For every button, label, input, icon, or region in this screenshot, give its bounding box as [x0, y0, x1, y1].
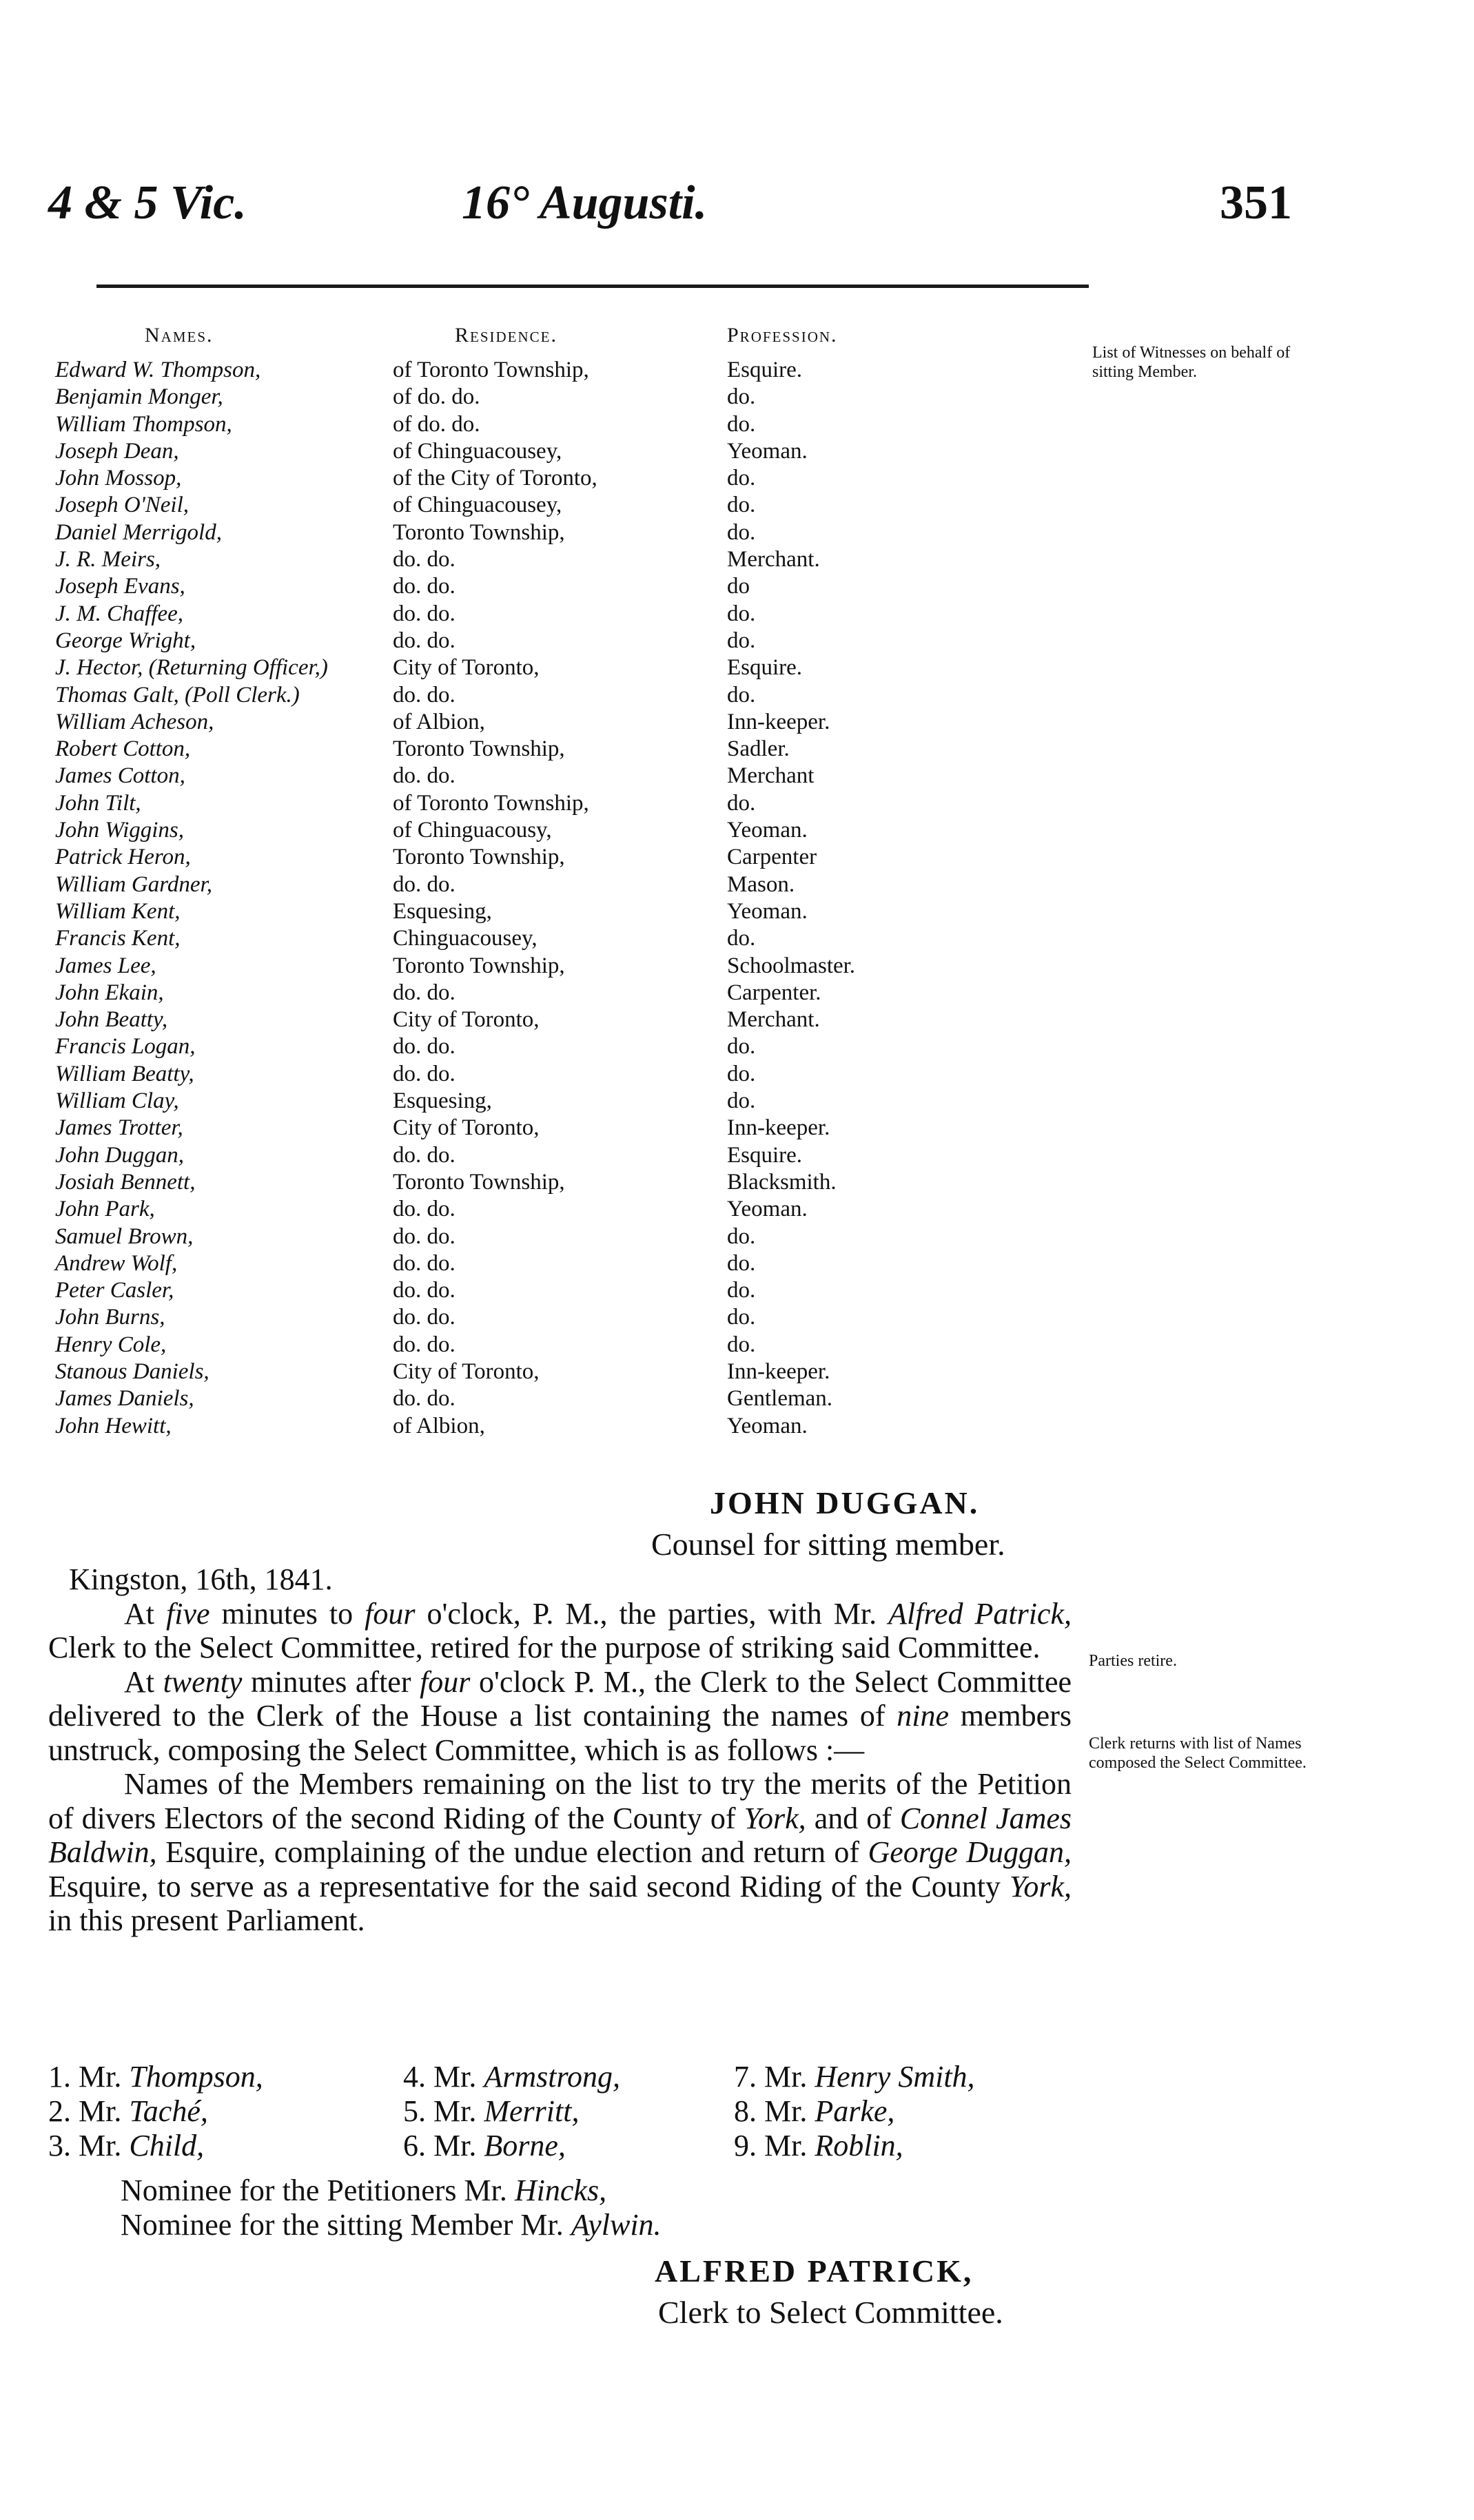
- member-name: Taché,: [129, 2094, 208, 2128]
- witness-name: George Wright,: [55, 628, 196, 653]
- nominee-petitioners-name: Hincks,: [514, 2173, 607, 2207]
- witness-row: [55, 573, 951, 600]
- column-header-residence: Residence.: [455, 324, 558, 347]
- member-name: Roblin,: [815, 2129, 903, 2162]
- witness-residence: City of Toronto,: [393, 655, 540, 681]
- witness-residence: of Chinguacousey,: [393, 438, 562, 464]
- witness-residence: Toronto Township,: [393, 1169, 565, 1195]
- witness-row: [55, 357, 951, 384]
- witness-residence: Toronto Township,: [393, 953, 565, 978]
- witness-name: William Gardner,: [55, 871, 212, 897]
- witness-profession: do.: [727, 1305, 756, 1330]
- witness-residence: Esquesing,: [393, 1088, 492, 1114]
- committee-member: [403, 2060, 620, 2094]
- witness-residence: do. do.: [393, 763, 455, 789]
- witness-name: James Daniels,: [55, 1386, 194, 1412]
- witness-profession: do: [727, 574, 750, 599]
- witness-residence: do. do.: [393, 871, 455, 897]
- witness-name: James Lee,: [55, 953, 156, 978]
- witness-row: [55, 1359, 951, 1385]
- witness-row: [55, 817, 951, 844]
- page-number: 351: [1220, 176, 1292, 229]
- witness-name: John Ekain,: [55, 980, 164, 1005]
- member-number: 9. Mr.: [734, 2129, 808, 2162]
- member-name: Borne,: [484, 2129, 566, 2162]
- witness-residence: Esquesing,: [393, 898, 492, 924]
- witness-name: John Wiggins,: [55, 818, 184, 843]
- witness-name: Patrick Heron,: [55, 845, 191, 870]
- witness-residence: City of Toronto,: [393, 1007, 540, 1033]
- witness-name: John Tilt,: [55, 790, 141, 816]
- witness-name: Francis Kent,: [55, 926, 181, 951]
- witness-row: [55, 492, 951, 519]
- witness-name: Daniel Merrigold,: [55, 519, 222, 545]
- witness-name: J. R. Meirs,: [55, 547, 161, 572]
- witness-name: Thomas Galt, (Poll Clerk.): [55, 682, 300, 708]
- witness-residence: do. do.: [393, 574, 455, 599]
- text-run: members unstruck, composing the Select Committee, which is as follows :—: [48, 1699, 1072, 1767]
- witness-row: [55, 601, 951, 628]
- italic-phrase: four: [420, 1664, 471, 1699]
- witness-name: Robert Cotton,: [55, 736, 191, 762]
- witness-name: William Beatty,: [55, 1061, 194, 1086]
- text-run: minutes after: [242, 1664, 420, 1699]
- minutes-body: [48, 1562, 1072, 1938]
- member-number: 6. Mr.: [403, 2129, 477, 2162]
- witness-profession: Yeoman.: [727, 1413, 808, 1438]
- column-header-profession: Profession.: [727, 324, 838, 347]
- italic-phrase: four: [365, 1596, 416, 1631]
- committee-member: [734, 2060, 975, 2094]
- witness-row: [55, 682, 951, 709]
- committee-member: [734, 2129, 903, 2163]
- witness-row: [55, 1304, 951, 1331]
- witness-residence: Chinguacousey,: [393, 926, 538, 951]
- paragraph-members-remaining: [48, 1767, 1072, 1938]
- witness-profession: do.: [727, 384, 756, 410]
- witness-residence: Toronto Township,: [393, 845, 565, 870]
- witness-row: [55, 736, 951, 763]
- witness-row: [55, 1006, 951, 1033]
- witness-residence: do. do.: [393, 628, 455, 653]
- witness-profession: Inn-keeper.: [727, 1359, 830, 1384]
- witness-row: [55, 1115, 951, 1142]
- member-number: 4. Mr.: [403, 2060, 477, 2094]
- place-date: Kingston, 16th, 1841.: [69, 1562, 333, 1596]
- italic-phrase: Connel James Baldwin,: [48, 1801, 1072, 1869]
- witness-name: Peter Casler,: [55, 1278, 174, 1303]
- witness-row: [55, 1223, 951, 1250]
- witness-row: [55, 1033, 951, 1060]
- committee-member: [403, 2094, 579, 2129]
- witness-residence: of Chinguacousey,: [393, 493, 562, 518]
- witness-residence: do. do.: [393, 601, 455, 626]
- member-number: 8. Mr.: [734, 2094, 808, 2128]
- witness-profession: Carpenter.: [727, 980, 821, 1005]
- witness-row: [55, 790, 951, 817]
- witness-row: [55, 438, 951, 465]
- witness-row: [55, 1250, 951, 1277]
- witness-residence: do. do.: [393, 1250, 455, 1276]
- italic-phrase: Alfred Patrick,: [888, 1596, 1072, 1631]
- witness-row: [55, 519, 951, 546]
- text-run: At: [124, 1664, 163, 1699]
- witness-name: Joseph Dean,: [55, 438, 179, 464]
- witness-profession: Inn-keeper.: [727, 1115, 830, 1141]
- text-run: in this present Parliament.: [48, 1903, 365, 1937]
- italic-phrase: George Duggan,: [868, 1835, 1072, 1869]
- text-run: Names of the Members remaining on the list to try the merits of the Petition of divers Electors of the second Riding of the County of: [48, 1767, 1072, 1835]
- clerk-name: ALFRED PATRICK,: [655, 2253, 974, 2289]
- witness-name: William Clay,: [55, 1088, 179, 1114]
- witness-residence: do. do.: [393, 1332, 455, 1357]
- witness-profession: do.: [727, 466, 756, 491]
- clerk-title: Clerk to Select Committee.: [658, 2295, 1003, 2330]
- witness-row: [55, 898, 951, 925]
- witness-name: John Beatty,: [55, 1007, 168, 1033]
- witness-residence: do. do.: [393, 1142, 455, 1168]
- witness-row: [55, 1169, 951, 1196]
- witness-profession: Yeoman.: [727, 818, 808, 843]
- witness-residence: of Toronto Township,: [393, 790, 589, 816]
- witness-name: William Thompson,: [55, 411, 232, 437]
- member-number: 1. Mr.: [48, 2060, 122, 2094]
- witness-profession: do.: [727, 1332, 756, 1357]
- witness-profession: Yeoman.: [727, 898, 808, 924]
- witness-residence: do. do.: [393, 1278, 455, 1303]
- witness-name: Francis Logan,: [55, 1034, 196, 1060]
- witness-name: Josiah Bennett,: [55, 1169, 196, 1195]
- witness-profession: Merchant.: [727, 547, 820, 572]
- witness-profession: Esquire.: [727, 358, 803, 382]
- witness-profession: do.: [727, 926, 756, 951]
- text-run: Esquire, to serve as a representative for the said second Riding of the County: [48, 1869, 1010, 1903]
- header-center: 16° Augusti.: [462, 176, 708, 229]
- witness-row: [55, 546, 951, 573]
- witness-row: [55, 871, 951, 898]
- witness-profession: Merchant: [727, 763, 815, 789]
- witness-name: William Acheson,: [55, 709, 214, 734]
- witness-row: [55, 465, 951, 492]
- member-name: Merritt,: [484, 2094, 580, 2128]
- committee-member: [48, 2129, 204, 2163]
- witness-name: Joseph Evans,: [55, 574, 185, 599]
- text-run: and of: [806, 1801, 900, 1835]
- text-run: Clerk to the Select Committee, retired for the purpose of striking said Committee.: [48, 1631, 1041, 1664]
- committee-member: [403, 2129, 566, 2163]
- witness-residence: do. do.: [393, 1197, 455, 1222]
- witness-profession: Blacksmith.: [727, 1169, 837, 1195]
- text-run: o'clock, P. M., the parties, with Mr.: [415, 1596, 889, 1631]
- nominee-petitioners-label: Nominee for the Petitioners Mr.: [121, 2173, 507, 2207]
- witness-row: [55, 1413, 951, 1440]
- member-name: Parke,: [815, 2094, 895, 2128]
- member-number: 7. Mr.: [734, 2060, 808, 2094]
- witness-profession: do.: [727, 493, 756, 518]
- witness-profession: Esquire.: [727, 1142, 803, 1168]
- witness-name: John Mossop,: [55, 466, 182, 491]
- witness-profession: do.: [727, 1223, 756, 1249]
- witness-profession: Merchant.: [727, 1007, 820, 1033]
- witness-profession: Esquire.: [727, 655, 803, 681]
- witness-profession: do.: [727, 682, 756, 708]
- witness-profession: Sadler.: [727, 736, 790, 762]
- header-rule: [96, 285, 1089, 288]
- witness-row: [55, 1061, 951, 1088]
- witness-row: [55, 1277, 951, 1304]
- witness-residence: of do. do.: [393, 384, 480, 410]
- witness-row: [55, 1142, 951, 1169]
- witness-name: William Kent,: [55, 898, 181, 924]
- witness-row: [55, 654, 951, 681]
- paragraph-retire: [48, 1597, 1072, 1665]
- witness-name: Henry Cole,: [55, 1332, 167, 1357]
- witness-row: [55, 1088, 951, 1115]
- sidenote-retire: Parties retire.: [1089, 1652, 1177, 1670]
- nominee-sitting: [121, 2208, 662, 2242]
- text-run: minutes to: [209, 1596, 365, 1631]
- witness-profession: Mason.: [727, 871, 795, 897]
- witness-residence: of do. do.: [393, 411, 480, 437]
- witness-profession: do.: [727, 1034, 756, 1060]
- witness-name: Joseph O'Neil,: [55, 493, 190, 518]
- witness-name: Andrew Wolf,: [55, 1250, 178, 1276]
- witness-residence: do. do.: [393, 547, 455, 572]
- witness-profession: Inn-keeper.: [727, 709, 830, 734]
- witness-profession: do.: [727, 628, 756, 653]
- witness-residence: do. do.: [393, 1061, 455, 1086]
- committee-member: [48, 2094, 208, 2129]
- witness-residence: Toronto Township,: [393, 519, 565, 545]
- witness-residence: do. do.: [393, 1223, 455, 1249]
- counsel-title: Counsel for sitting member.: [651, 1527, 1005, 1562]
- witness-profession: do.: [727, 601, 756, 626]
- member-name: Armstrong,: [484, 2060, 620, 2094]
- witness-profession: Gentleman.: [727, 1386, 833, 1412]
- witness-name: John Park,: [55, 1197, 155, 1222]
- witness-name: Stanous Daniels,: [55, 1359, 209, 1384]
- italic-phrase: York,: [1009, 1869, 1072, 1903]
- witness-row: [55, 925, 951, 952]
- italic-phrase: twenty: [163, 1664, 243, 1699]
- witness-profession: Schoolmaster.: [727, 953, 856, 978]
- witness-name: John Burns,: [55, 1305, 165, 1330]
- witness-profession: do.: [727, 1088, 756, 1114]
- witness-name: James Trotter,: [55, 1115, 183, 1141]
- member-number: 3. Mr.: [48, 2129, 122, 2162]
- witness-row: [55, 1332, 951, 1359]
- witness-residence: of the City of Toronto,: [393, 466, 597, 491]
- italic-phrase: five: [166, 1596, 210, 1631]
- italic-phrase: York,: [744, 1801, 806, 1835]
- witness-row: [55, 953, 951, 980]
- witness-profession: do.: [727, 1278, 756, 1303]
- witness-profession: do.: [727, 1250, 756, 1276]
- witness-profession: do.: [727, 411, 756, 437]
- nominee-sitting-label: Nominee for the sitting Member Mr.: [121, 2208, 564, 2242]
- witness-residence: Toronto Township,: [393, 736, 565, 762]
- witness-row: [55, 1196, 951, 1223]
- witness-residence: of Chinguacousy,: [393, 818, 552, 843]
- witness-profession: Yeoman.: [727, 438, 808, 464]
- column-header-names: Names.: [145, 324, 214, 347]
- member-number: 5. Mr.: [403, 2094, 477, 2128]
- witness-list: [55, 357, 951, 1440]
- witness-row: [55, 980, 951, 1006]
- sidenote-witnesses: List of Witnesses on behalf of sitting Member.: [1092, 344, 1291, 381]
- witness-profession: Carpenter: [727, 845, 817, 870]
- witness-residence: do. do.: [393, 682, 455, 708]
- text-run: o'clock P. M., the Clerk to the Select Committee delivered to the Clerk of the House a list containing the names of: [48, 1664, 1072, 1733]
- witness-row: [55, 411, 951, 438]
- witness-row: [55, 384, 951, 411]
- witness-residence: of Albion,: [393, 709, 485, 734]
- text-run: At: [124, 1596, 167, 1631]
- witness-name: John Duggan,: [55, 1142, 184, 1168]
- witness-name: Benjamin Monger,: [55, 384, 223, 410]
- witness-name: Edward W. Thompson,: [55, 358, 261, 382]
- member-number: 2. Mr.: [48, 2094, 122, 2128]
- witness-row: [55, 1385, 951, 1412]
- witness-residence: do. do.: [393, 1386, 455, 1412]
- witness-row: [55, 763, 951, 789]
- nominee-sitting-name: Aylwin.: [571, 2208, 662, 2242]
- witness-name: James Cotton,: [55, 763, 185, 789]
- witness-name: J. Hector, (Returning Officer,): [55, 655, 328, 681]
- text-run: Esquire, complaining of the undue election and return of: [156, 1835, 868, 1869]
- member-name: Child,: [129, 2129, 205, 2162]
- counsel-name: JOHN DUGGAN.: [710, 1485, 980, 1520]
- member-name: Thompson,: [129, 2060, 263, 2094]
- witness-residence: do. do.: [393, 980, 455, 1005]
- committee-member: [48, 2060, 263, 2094]
- witness-row: [55, 844, 951, 871]
- witness-profession: do.: [727, 790, 756, 816]
- witness-row: [55, 628, 951, 654]
- witness-residence: of Albion,: [393, 1413, 485, 1438]
- witness-profession: do.: [727, 519, 756, 545]
- committee-member: [734, 2094, 894, 2129]
- nominee-petitioners: [121, 2173, 606, 2208]
- member-name: Henry Smith,: [815, 2060, 975, 2094]
- paragraph-clerk-returns: [48, 1665, 1072, 1768]
- witness-residence: do. do.: [393, 1305, 455, 1330]
- witness-name: Samuel Brown,: [55, 1223, 194, 1249]
- italic-phrase: nine: [897, 1699, 949, 1733]
- witness-residence: City of Toronto,: [393, 1359, 540, 1384]
- sidenote-clerk-returns: Clerk returns with list of Names composed the Select Committee.: [1089, 1735, 1307, 1772]
- witness-row: [55, 709, 951, 736]
- witness-residence: of Toronto Township,: [393, 358, 589, 382]
- witness-residence: do. do.: [393, 1034, 455, 1060]
- witness-profession: Yeoman.: [727, 1197, 808, 1222]
- witness-profession: do.: [727, 1061, 756, 1086]
- header-left: 4 & 5 Vic.: [48, 176, 247, 229]
- witness-name: J. M. Chaffee,: [55, 601, 184, 626]
- witness-residence: City of Toronto,: [393, 1115, 540, 1141]
- witness-name: John Hewitt,: [55, 1413, 172, 1438]
